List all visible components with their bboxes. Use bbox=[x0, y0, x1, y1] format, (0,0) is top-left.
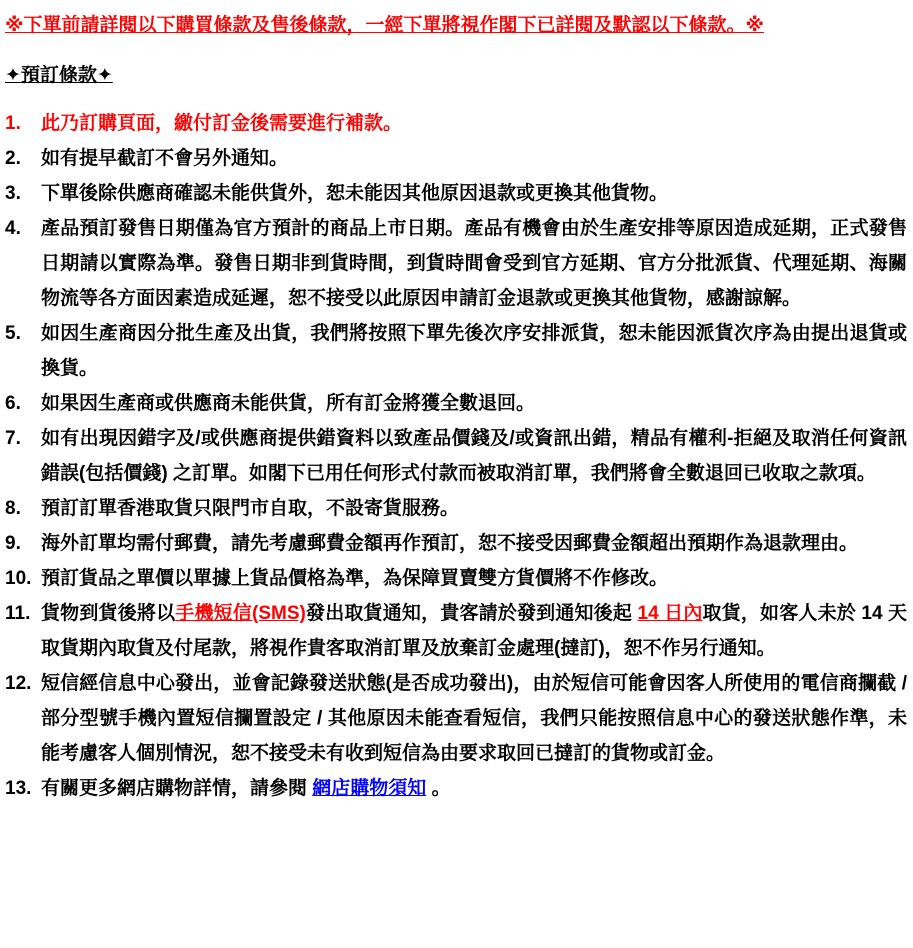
term-text: 如因生產商因分批生產及出貨，我們將按照下單先後次序安排派貨，恕未能因派貨次序為由提出退貨或換貨。 bbox=[41, 323, 907, 379]
term-number: 8. bbox=[5, 498, 21, 519]
term-text: 預訂訂單香港取貨只限門市自取，不設寄貨服務。 bbox=[41, 498, 460, 519]
term-text-segment: 。 bbox=[426, 778, 451, 799]
term-text-segment: 有關更多網店購物詳情，請參閱 bbox=[41, 778, 313, 799]
term-item-3 bbox=[5, 176, 907, 211]
term-item-13 bbox=[5, 771, 907, 806]
sms-highlight: 手機短信(SMS) bbox=[175, 603, 306, 624]
term-text: 如有出現因錯字及/或供應商提供錯資料以致產品價錢及/或資訊出錯，精品有權利-拒絕及取消任何資訊錯誤(包括價錢) 之訂單。如閣下已用任何形式付款而被取消訂單，我們將會全數退回已收取之款項。 bbox=[41, 428, 907, 484]
term-item-1 bbox=[5, 106, 907, 141]
term-item-5 bbox=[5, 316, 907, 386]
deadline-highlight: 14 日內 bbox=[637, 603, 703, 624]
term-text: 如果因生產商或供應商未能供貨，所有訂金將獲全數退回。 bbox=[41, 393, 536, 414]
terms-list bbox=[5, 106, 907, 806]
term-item-7 bbox=[5, 421, 907, 491]
term-text-segment: 取貨，如客人未於 14 天取貨期內取貨及付尾款，將視作貴客取消訂單及放棄訂金處理(撻訂)，恕不作另行通知。 bbox=[41, 603, 908, 659]
term-text-segment: 發出取貨通知，貴客請於發到通知後起 bbox=[305, 603, 638, 624]
term-number: 4. bbox=[5, 218, 21, 239]
term-number: 6. bbox=[5, 393, 21, 414]
term-number: 9. bbox=[5, 533, 21, 554]
term-item-8 bbox=[5, 491, 907, 526]
term-number: 10. bbox=[5, 568, 32, 589]
page-title: ※下單前請詳閱以下購買條款及售後條款，一經下單將視作閣下已詳閱及默認以下條款。※ bbox=[5, 15, 764, 36]
term-number: 2. bbox=[5, 148, 21, 169]
term-text: 海外訂單均需付郵費，請先考慮郵費金額再作預訂，恕不接受因郵費金額超出預期作為退款理由。 bbox=[41, 533, 859, 554]
term-item-9 bbox=[5, 526, 907, 561]
term-item-6 bbox=[5, 386, 907, 421]
term-text: 短信經信息中心發出，並會記錄發送狀態(是否成功發出)，由於短信可能會因客人所使用的電信商攔截 / 部分型號手機內置短信攔置設定 / 其他原因未能查看短信，我們只能按照信息中心的發送狀態作準，未能考慮客人個別情況，恕不接受未有收到短信為由要求取回已撻訂的貨物或訂金。 bbox=[41, 673, 907, 764]
term-item-11 bbox=[5, 596, 907, 666]
term-number: 1. bbox=[5, 113, 21, 134]
term-number: 3. bbox=[5, 183, 21, 204]
term-text bbox=[41, 771, 907, 806]
term-item-10 bbox=[5, 561, 907, 596]
term-number: 12. bbox=[5, 673, 32, 694]
term-item-4 bbox=[5, 211, 907, 316]
term-number: 5. bbox=[5, 323, 21, 344]
term-text: 此乃訂購頁面，繳付訂金後需要進行補款。 bbox=[41, 113, 403, 134]
term-item-2 bbox=[5, 141, 907, 176]
term-text bbox=[41, 596, 907, 666]
term-text-segment: 貨物到貨後將以 bbox=[41, 603, 176, 624]
section-header: ✦預訂條款✦ bbox=[5, 65, 113, 86]
term-text: 如有提早截訂不會另外通知。 bbox=[41, 148, 289, 169]
term-text: 下單後除供應商確認未能供貨外，恕未能因其他原因退款或更換其他貨物。 bbox=[41, 183, 669, 204]
term-text: 產品預訂發售日期僅為官方預計的商品上市日期。產品有機會由於生產安排等原因造成延期，正式發售日期請以實際為準。發售日期非到貨時間，到貨時間會受到官方延期、官方分批派貨、代理延期、海關物流等各方面因素造成延遲，恕不接受以此原因申請訂金退款或更換其他貨物，感謝諒解。 bbox=[41, 218, 907, 309]
term-text: 預訂貨品之單價以單據上貨品價格為準，為保障買賣雙方貨價將不作修改。 bbox=[41, 568, 669, 589]
term-number: 7. bbox=[5, 428, 21, 449]
term-number: 11. bbox=[5, 603, 31, 624]
shop-notice-link[interactable]: 網店購物須知 bbox=[312, 778, 427, 799]
term-number: 13. bbox=[5, 778, 32, 799]
term-item-12 bbox=[5, 666, 907, 771]
